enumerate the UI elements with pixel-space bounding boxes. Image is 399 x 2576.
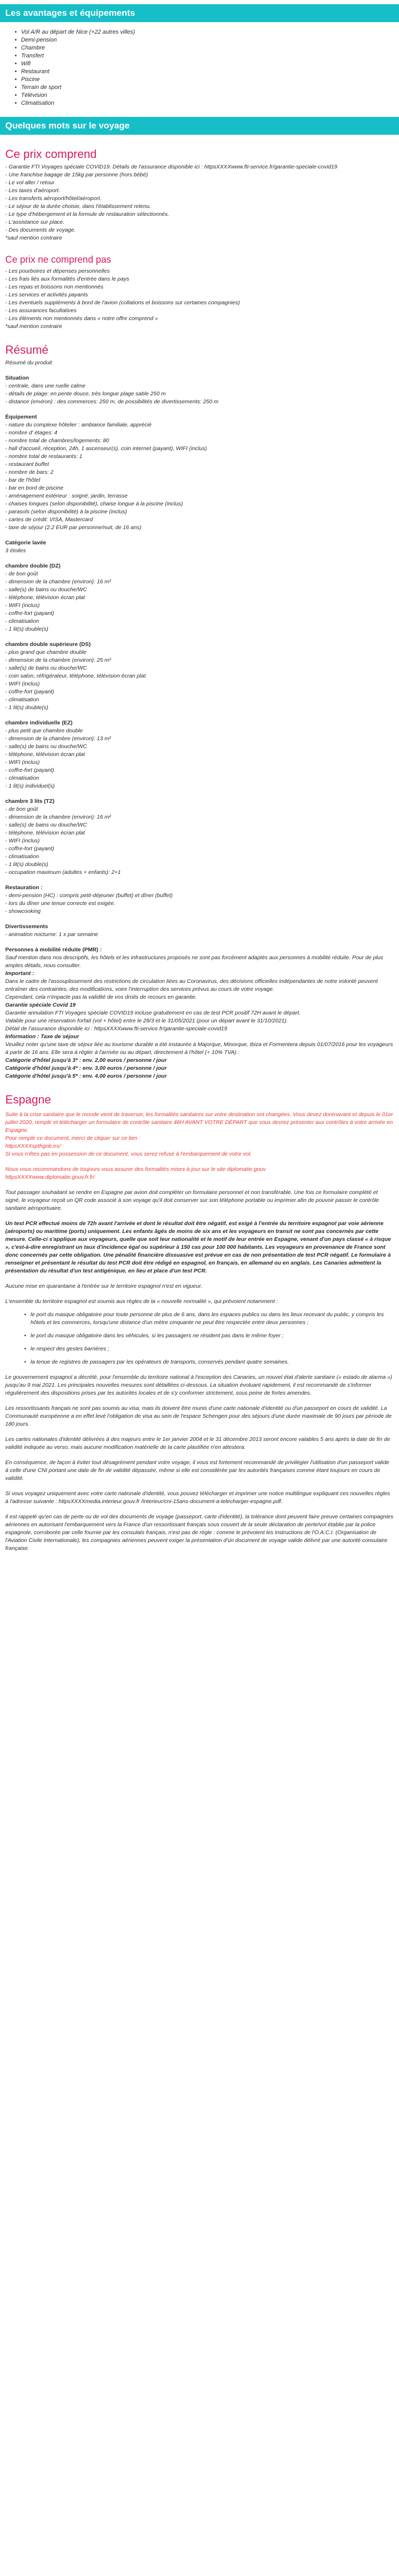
list-item: - distance (environ) : des commerces: 250 m, de possibilités de divertissements: 250 m [5, 399, 219, 405]
advantage-item: • Terrain de sport [15, 84, 399, 92]
room-feature: - téléphone, télévision écran plat [5, 830, 85, 836]
spain-rule: • le port du masque obligatoire dans les véhicules, si les passagers ne résident pas dans le même foyer ; [24, 1332, 394, 1340]
spain-para-2: Un test PCR effectué moins de 72h avant l'arrivée et dont le résultat doit être négatif, est exigé à l'entrée du territoire espagnol par voie aérienne (aéroports) ou maritime (ports) uniquement. Les enfants âgés de moins de six ans et les voyageurs en transit ne sont pas concernés par cette mesure. Celle-ci s'applique aux voyageurs, quelle que soit leur nationalité et le motif de leur entrée en Espagne, venant d'un pays classé « à risque », c'est-à-dire enregistrant un taux d'incidence égal ou supérieur à 150 cas pour 100 000 habitants. Les voyageurs en provenance de France sont donc concernés par cette obligation. Une pénalité financière dissuasive est prévue en cas de non présentation de test PCR négatif. Le formulaire à renseigner et présentant le résultat du test PCR doit être rédigé en espagnol, en français, en allemand ou en anglais. Les Canaries admettent la présentation du résultat d'un test antigénique, en lieu et place d'un test PCR. [5, 1220, 391, 1274]
room-type [5, 719, 394, 790]
spain-rules-list [5, 1311, 394, 1366]
diplomatie-link[interactable]: httpsXXXXwww.diplomatie.gouv.fr.fr/ [5, 1174, 95, 1180]
spain-para-10: Il est rappelé qu'en cas de perte ou de vol des documents de voyage (passeport, carte d'identité), la tolérance dont peuvent faire preuve certaines compagnies aériennes en autorisant l'embarquement vers la France d'un ressortissant français sous couvert de la seule déclaration de perte/vol établie par la police espagnole, corroborée par celle fournie par les consulats français, n'est pas de règle : comme le prévoient les instructions de l'O.A.C.I. (Organisation de l'Aviation Civile Internationale), les compagnies aériennes peuvent exiger la présentation d'un document de voyage valide délivré par une autorité consulaire française. [5, 1514, 394, 1551]
room-feature: - climatisation [5, 618, 39, 624]
room-feature: - WIFI (inclus) [5, 602, 40, 609]
includes-title: Ce prix comprend [5, 147, 97, 161]
list-item: - L'assistance sur place. [5, 219, 65, 225]
advantage-item: • Restaurant [15, 68, 399, 76]
list-item: - lors du dîner une tenue correcte est exigée. [5, 900, 115, 907]
list-item: - nombre total de restaurants: 1 [5, 453, 83, 460]
spain-para-4: L'ensemble du territoire espagnol est soumis aux règles de la « nouvelle normalité », qui prévoient notamment : [5, 1298, 278, 1305]
advantage-item: • Piscine [15, 76, 399, 84]
important-text-2: Cependant, cela n'impacte pas la validité de vos droits de recours en garantie. [5, 994, 197, 1000]
content [0, 147, 399, 1553]
spain-warning-1: Suite à la crise sanitaire que le monde vient de traverser, les formalités sanitaires sur votre destination ont changées. Vous devez dorénavant et depuis le 01er juillet 2020, remplir et télécharger un formulaire de contrôle sanitaire 48H AVANT VOTRE DÉPART que vous devrez présenter aux contrôles à votre arrivée en Espagne. [5, 1111, 393, 1133]
room-feature: - téléphone, télévision écran plat [5, 594, 85, 601]
list-item: - parasols (selon disponibilité) à la piscine (inclus) [5, 509, 127, 515]
spain-form-link[interactable]: httpsXXXXspthgob.es/ [5, 1143, 61, 1149]
room-feature: - téléphone, télévision écran plat [5, 751, 85, 758]
room-feature: - WIFI (inclus) [5, 838, 40, 844]
spain-para-3: Aucune mise en quarantaine à l'entrée sur le territoire espagnol n'est en vigueur. [5, 1283, 203, 1289]
excludes-list [5, 267, 394, 331]
spain-warning-2: Pour remplir ce document, merci de cliquer sur ce lien : [5, 1135, 141, 1141]
spain-title: Espagne [5, 1093, 51, 1106]
spacer [5, 1158, 394, 1166]
room-type-title: chambre individuelle (EZ) [5, 720, 73, 726]
about-header [0, 117, 399, 135]
spain-rule: • la tenue de registres de passagers par les opérateurs de transports, conservés pendant quatre semaines. [24, 1358, 394, 1366]
list-item: - Le type d'hébergement et la formule de restauration sélectionnés. [5, 211, 169, 217]
list-item: - Garantie FTI Voyages spéciale COVID19. Détails de l'assurance disponible ici : httpsXXXXwww.fti-service.fr/garantie-speciale-covid19 [5, 164, 337, 170]
room-feature: - climatisation [5, 697, 39, 703]
situation-list [5, 382, 394, 406]
spain-warning-4: Si vous n'êtes pas en possession de ce document, vous serez refusé à l'embarquement de votre vol. [5, 1151, 252, 1157]
summary-intro: Résumé du produit [5, 360, 52, 366]
situation-label: Situation [5, 375, 29, 381]
summary-title: Résumé [5, 343, 48, 356]
list-item: Catégorie d'hôtel jusqu'à 4* : env. 3,00 euros / personne / jour [5, 1065, 167, 1071]
room-feature: - occupation maximum (adultes + enfants): 2+1 [5, 869, 121, 876]
list-item: - Les frais liés aux formalités d'entrée dans le pays [5, 276, 129, 282]
spain-para-5: Le gouvernement espagnol a décrété, pour l'ensemble du territoire national à l'exception des Canaries, un nouvel état d'alerte sanitaire (« estado de alarma ») jusqu'au 9 mai 2021. Les principales nouvelles mesures sont détaillées ci-dessous. La situation évoluant rapidement, il est recommandé de s'informer régulièrement des dispositions prises par les autorités locales et de s'y conformer strictement, sous peine de fortes amendes. [5, 1374, 393, 1396]
room-feature: - 1 lit(s) double(s) [5, 626, 48, 632]
room-type-title: chambre double supérieure (DS) [5, 641, 91, 648]
spain-para-8: En conséquence, de façon à éviter tout désagrément pendant votre voyage, il vous est fortement recommandé de privilégier l'utilisation d'un passeport valide à celle d'une CNI portant une date de fin de validité dépassée, même si elle est considérée par les autorités françaises comme étant toujours en cours de validité. [5, 1459, 390, 1481]
list-item: - showcooking [5, 908, 41, 914]
advantage-item: • Chambre [15, 44, 399, 52]
room-feature: - coffre-fort (payant) [5, 610, 54, 616]
pmr-text: Sauf mention dans nos descriptifs, les hôtels et les infrastructures proposés ne sont pas forcément adaptés aux personnes à mobilité réduite. Pour de plus amples détails, nous consulter. [5, 954, 383, 969]
list-item: - Les éléments non mentionnés dans « notre offre comprend » [5, 315, 158, 322]
room-types [5, 562, 394, 877]
advantage-item: • Vol A/R au départ de Nice (+22 autres villes) [15, 28, 399, 36]
room-type [5, 641, 394, 712]
room-feature: - 1 lit(s) individuel(s) [5, 783, 55, 789]
covid-text-3: Détail de l'assurance disponible ici : httpsXXXXwww.fti-service.fr/garantie-speciale-covid19 [5, 1026, 227, 1032]
list-item: - nombre total de chambres/logements: 80 [5, 437, 109, 444]
room-type-title: chambre double (DZ) [5, 563, 61, 569]
room-feature: - dimension de la chambre (environ): 16 m² [5, 814, 111, 820]
room-feature: - salle(s) de bains ou douche/WC [5, 743, 87, 750]
list-item: - Les services et activités payants [5, 292, 88, 298]
list-item: - Des documents de voyage. [5, 227, 76, 233]
list-item: - chaises longues (selon disponibilité), chaise longue à la piscine (inclus) [5, 501, 183, 507]
room-feature: - de bon goût [5, 806, 38, 812]
restoration-list [5, 892, 394, 916]
room-feature: - coin salon, réfrigérateur, téléphone, télévision écran plat [5, 673, 146, 679]
advantage-item: • Télévision [15, 92, 399, 100]
advantage-item: • Climatisation [15, 100, 399, 107]
list-item: - Le vol aller / retour [5, 180, 55, 186]
tax-label: Information : Taxe de séjour [5, 1033, 79, 1040]
list-item: - aménagement extérieur : soigné, jardin, terrasse [5, 493, 128, 499]
list-item: *sauf mention contraire [5, 235, 62, 241]
list-item: *sauf mention contraire [5, 323, 62, 330]
list-item: - Les repas et boissons non mentionnés [5, 284, 104, 290]
room-type-title: chambre 3 lits (TZ) [5, 798, 55, 804]
entertainment-label: Divertissements [5, 923, 48, 930]
room-feature: - plus grand que chambre double [5, 649, 87, 655]
room-type [5, 562, 394, 633]
list-item: - nature du complexe hôtelier : ambiance familiale, apprécié [5, 422, 152, 428]
about-title: Quelques mots sur le voyage [5, 121, 130, 131]
list-item: - Les transferts aéroport/hôtel/aéroport. [5, 195, 102, 202]
advantages-list [0, 28, 399, 107]
list-item: - bar en bord de piscine [5, 485, 64, 491]
room-feature: - dimension de la chambre (environ): 16 m² [5, 579, 111, 585]
list-item: Catégorie d'hôtel jusqu'à 3* : env. 2,00 euros / personne / jour [5, 1057, 167, 1063]
room-feature: - climatisation [5, 853, 39, 860]
restoration-label: Restauration : [5, 884, 43, 891]
room-feature: - de bon goût [5, 571, 38, 577]
list-item: - Les taxes d'aéroport. [5, 187, 61, 194]
room-feature: - 1 lit(s) double(s) [5, 861, 48, 868]
room-feature: - coffre-fort (payant) [5, 767, 54, 773]
spain-warning-5: Nous vous recommandons de toujours vous assurer des formalités mises à jour sur le site diplomatie.gouv [5, 1166, 266, 1172]
room-feature: - coffre-fort (payant) [5, 846, 54, 852]
room-feature: - salle(s) de bains ou douche/WC [5, 586, 87, 593]
list-item: - Une franchise bagage de 15kg par personne (hors bébé) [5, 172, 148, 178]
room-feature: - salle(s) de bains ou douche/WC [5, 665, 87, 671]
spain-rule: • le port du masque obligatoire pour toute personne de plus de 6 ans, dans les espaces publics ou dans les lieux recevant du public, y compris les hôtels et les commerces, lorsqu'une distance d'un mètre cinquante ne peut être respectée entre deux personnes ; [24, 1311, 394, 1327]
list-item: - Les assurances facultatives [5, 307, 77, 314]
equipment-label: Équipement [5, 414, 37, 420]
spain-rule: • le respect des gestes barrières ; [24, 1345, 394, 1353]
list-item: - bar de l'hôtel [5, 477, 41, 483]
covid-text-2: Valable pour une réservation forfait (vol + hôtel) entre le 29/3 et le 31/05/2021 (pour un départ avant le 31/10/2021). [5, 1018, 288, 1024]
advantage-item: • Transfert [15, 52, 399, 60]
covid-label: Garantie spéciale Covid 19 [5, 1002, 76, 1008]
list-item: - hall d'accueil, réception, 24h, 1 ascenseur(s), coin internet (payant), WIFI (inclus) [5, 445, 207, 452]
pmr-label: Personnes à mobilité réduite (PMR) : [5, 947, 102, 953]
spain-para-9: Si vous voyagez uniquement avec votre carte nationale d'identité, vous pouvez télécharger et imprimer une notice multilingue expliquant ces nouvelles règles à l'adresse suivante : httpsXXXXmedia.interieur.gouv.fr /interieur/cni-15ans-document-a-telecharger-espagne.pdf. [5, 1490, 391, 1505]
list-item: - demi-pension (HC) : compris petit-déjeuner (buffet) et dîner (buffet) [5, 892, 173, 899]
room-type [5, 798, 394, 877]
room-feature: - salle(s) de bains ou douche/WC [5, 822, 87, 828]
tax-text: Veuillez noter qu'une taxe de séjour liée au tourisme durable a été instaurée à Majorque, Minorque, Ibiza et Formentera depuis 01/07/2016 pour les voyageurs à partir de 16 ans. Elle sera à régler à l'arrivée ou au départ, directement à l'hôtel (+ 10% TVA) : [5, 1041, 393, 1056]
entertainment-list [5, 931, 394, 939]
tax-list [5, 1057, 394, 1080]
list-item: - cartes de crédit: VISA, Mastercard [5, 516, 93, 523]
list-item: - nombre de bars: 2 [5, 469, 54, 475]
important-text: Dans le cadre de l'assouplissement des restrictions de circulation liées au Coronavirus, des décisions officielles indépendantes de notre volonté peuvent entraîner des contraintes, des modifications, voire l'interruption des services prévus au cours de votre voyage. [5, 978, 378, 992]
excludes-title: Ce prix ne comprend pas [5, 254, 112, 265]
list-item: - Les pourboires et dépenses personnelles [5, 268, 110, 274]
advantages-title: Les avantages et équipements [5, 8, 135, 18]
rooms-count: 3 étoiles [5, 548, 26, 554]
room-feature: - climatisation [5, 775, 39, 781]
list-item: - Le séjour de la durée choisie, dans l'établissement retenu. [5, 203, 151, 210]
list-item: - détails de plage: en pente douce, très longue plage sable 250 m [5, 391, 166, 397]
spain-para-7: Les cartes nationales d'identité délivrées à des majeurs entre le 1er janvier 2004 et le 31 décembre 2013 seront encore valables 5 ans après la date de fin de validité indiquée au verso, mais aucune modification matérielle de la carte plastifiée n'en attestera. [5, 1436, 391, 1450]
page [0, 4, 399, 1553]
equipment-list [5, 421, 394, 532]
room-feature: - coffre-fort (payant) [5, 689, 54, 695]
list-item: - Les éventuels suppléments à bord de l'avion (collations et boissons sur certaines compagnies) [5, 300, 240, 306]
rooms-label: Catégorie lavée [5, 540, 46, 546]
room-feature: - plus petit que chambre double [5, 728, 83, 734]
list-item: - nombre d' étages: 4 [5, 430, 57, 436]
spain-para-1: Tout passager souhaitant se rendre en Espagne par avion doit compléter un formulaire personnel et non transférable. Une fois ce formulaire complété et signé, le voyageur reçoit un QR code associé à son voyage qu'il doit conserver sur son téléphone portable ou imprimer afin de pouvoir passer le contrôle sanitaire aéroportuaire. [5, 1189, 379, 1211]
spain-para-6: Les ressortissants français ne sont pas soumis au visa, mais ils doivent être munis d'une carte nationale d'identité ou d'un passeport en cours de validité. La Communauté européenne a en effet levé l'obligation de visa au sein de l'espace Schengen pour des séjours d'une durée maximale de 90 jours par période de 180 jours. [5, 1405, 392, 1427]
list-item: - animation nocturne: 1 x par semaine [5, 931, 98, 938]
advantage-item: • Demi-pension [15, 36, 399, 44]
list-item: - restaurant buffet [5, 461, 49, 468]
list-item: Catégorie d'hôtel jusqu'à 5* : env. 4,00 euros / personne / jour [5, 1073, 167, 1079]
room-feature: - WIFI (inclus) [5, 759, 40, 765]
room-feature: - 1 lit(s) double(s) [5, 704, 48, 711]
list-item: - taxe de séjour (2.2 EUR par personne/nuit, de 16 ans) [5, 524, 142, 531]
advantage-item: • Wifi [15, 60, 399, 68]
important-label: Important : [5, 970, 34, 977]
room-feature: - dimension de la chambre (environ): 13 m² [5, 735, 111, 742]
room-feature: - WIFI (inclus) [5, 681, 40, 687]
room-feature: - dimension de la chambre (environ): 25 m² [5, 657, 111, 663]
list-item: - centrale, dans une ruelle calme [5, 383, 86, 389]
advantages-header [0, 4, 399, 22]
includes-list [5, 163, 394, 242]
covid-text: Garantie annulation FTI Voyages spéciale COVID19 incluse gratuitement en cas de test PCR positif 72H avant le départ. [5, 1010, 301, 1016]
